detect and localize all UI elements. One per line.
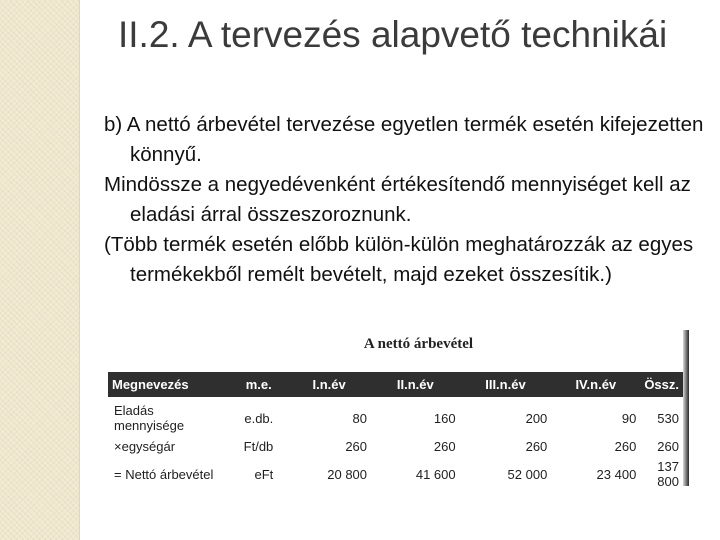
table-cell: ×egységár bbox=[114, 438, 176, 454]
table-cell: 137 800 bbox=[657, 459, 679, 489]
table-cell: 80 bbox=[352, 410, 368, 426]
header-cell: Össz. bbox=[640, 372, 683, 397]
slide-title: II.2. A tervezés alapvető technikái bbox=[118, 14, 668, 55]
paragraph-1: b) A nettó árbevétel tervezése egyetlen termék esetén kifejezetten könnyű. bbox=[104, 113, 704, 166]
scanned-table-image bbox=[108, 330, 689, 489]
table-cell: 200 bbox=[525, 410, 548, 426]
revenue-table bbox=[108, 372, 683, 489]
table-cell: 20 800 bbox=[327, 466, 368, 482]
paragraph-3: (Több termék esetén előbb külön-külön meghatározzák az egyes termékekből remélt bevételt, majd ezeket összesítik.) bbox=[104, 233, 694, 286]
table-cell: Eladás mennyisége bbox=[114, 403, 185, 433]
table-cell: Ft/db bbox=[243, 438, 274, 454]
slide-body bbox=[104, 110, 704, 290]
table-cell: 23 400 bbox=[596, 466, 637, 482]
header-cell: IV.n.év bbox=[551, 372, 640, 397]
table-cell: 260 bbox=[657, 438, 679, 454]
table-cell: 52 000 bbox=[507, 466, 548, 482]
table-cell: e.db. bbox=[244, 410, 274, 426]
decorative-sidebar bbox=[0, 0, 80, 540]
table-row bbox=[108, 459, 683, 489]
table-cell: 260 bbox=[614, 438, 637, 454]
header-cell: III.n.év bbox=[460, 372, 552, 397]
table-cell: 41 600 bbox=[415, 466, 456, 482]
table-cell: eFt bbox=[254, 466, 274, 482]
table-cell: 530 bbox=[657, 410, 679, 426]
table-cell: 260 bbox=[345, 438, 368, 454]
table-cell: 260 bbox=[433, 438, 456, 454]
header-cell: m.e. bbox=[230, 372, 287, 397]
table-cell: 90 bbox=[621, 410, 637, 426]
table-title: A nettó árbevétel bbox=[363, 336, 474, 352]
header-cell: Megnevezés bbox=[108, 372, 230, 397]
header-cell: I.n.év bbox=[287, 372, 371, 397]
table-header-row bbox=[108, 372, 683, 397]
table-cell: 260 bbox=[525, 438, 548, 454]
scan-edge-shadow bbox=[683, 330, 689, 486]
table-row bbox=[108, 403, 683, 433]
table-cell: = Nettó árbevétel bbox=[114, 466, 214, 482]
table-row bbox=[108, 433, 683, 459]
table-cell: 160 bbox=[433, 410, 456, 426]
paragraph-2: Mindössze a negyedévenként értékesítendő mennyiséget kell az eladási árral összeszoroznunk. bbox=[104, 173, 691, 226]
header-cell: II.n.év bbox=[371, 372, 460, 397]
